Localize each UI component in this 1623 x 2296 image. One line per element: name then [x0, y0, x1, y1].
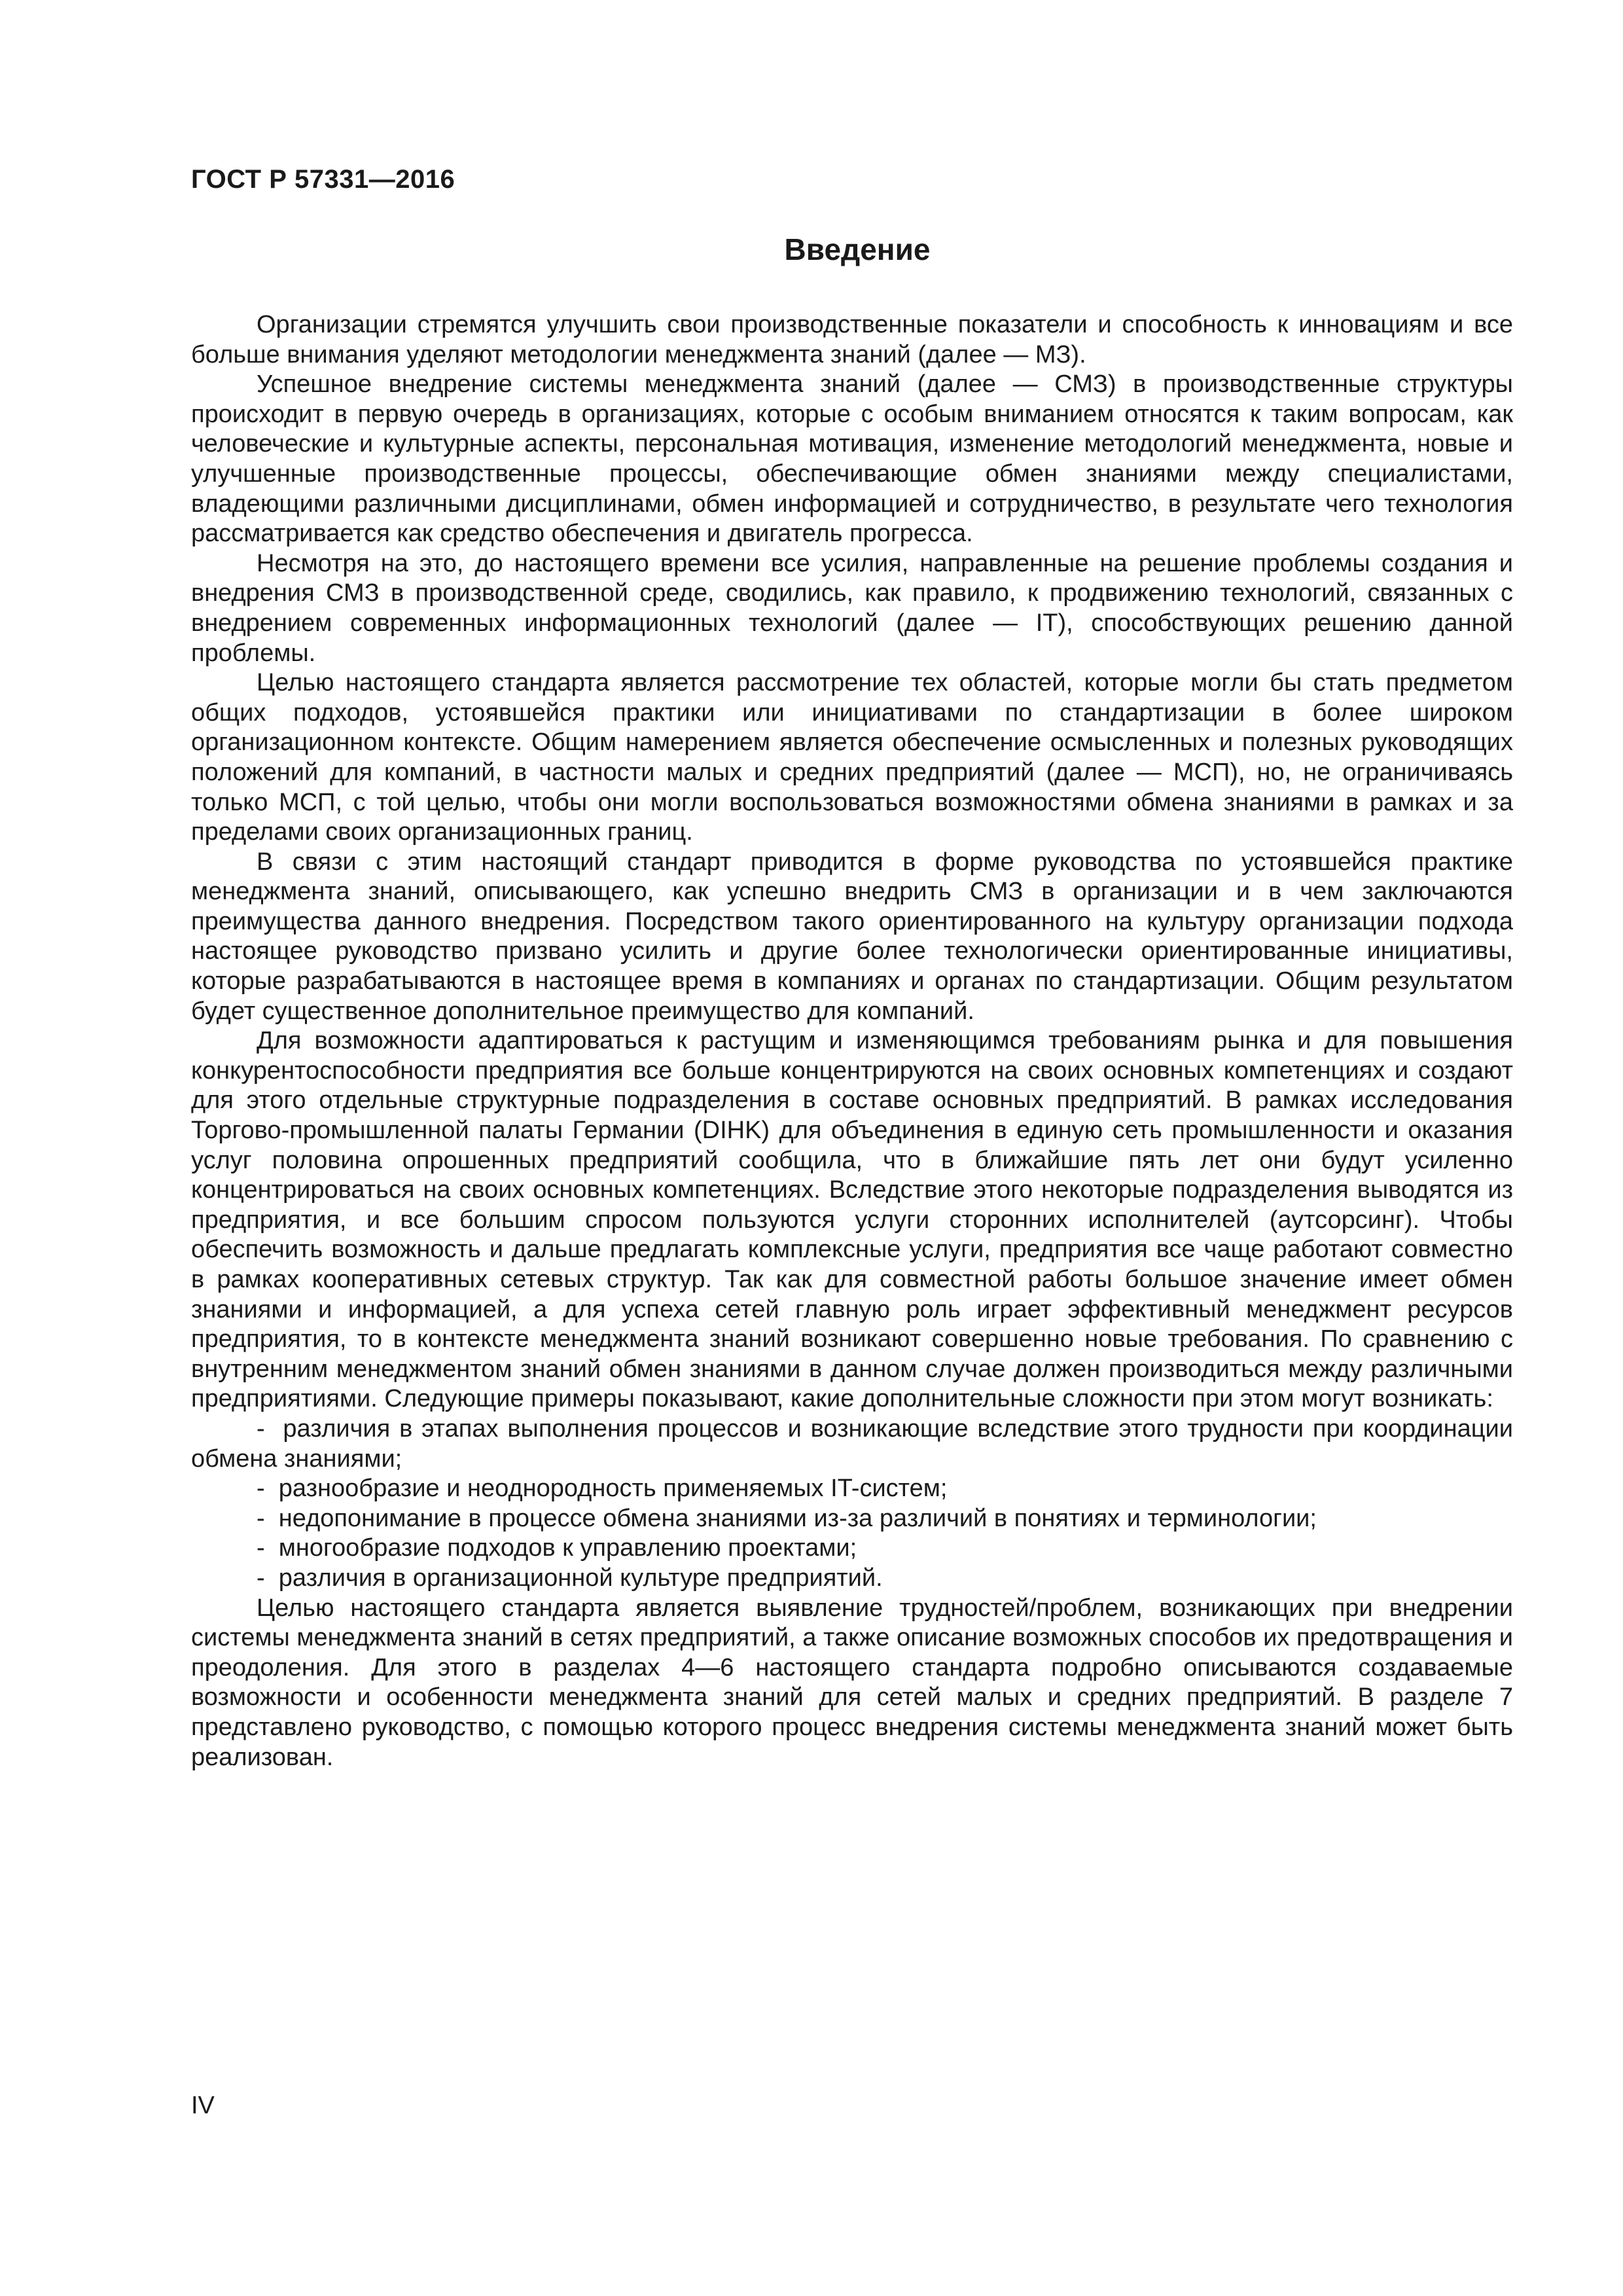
paragraph: Успешное внедрение системы менеджмента знаний (далее — СМЗ) в производственные структуры происходит в первую очередь в организациях, которые с особым вниманием относятся к таким вопросам, как человеческие и культурные аспекты, персональная мотивация, изменение методологий менеджмента, новые и улучшенные производственные процессы, обеспечивающие обмен знаниями между специалистами, владеющими различными дисциплинами, обмен информацией и сотрудничество, в результате чего технология рассматривается как средство обеспечения и двигатель прогресса. [191, 370, 1513, 548]
difficulties-list [191, 1414, 1513, 1594]
list-item-text: недопонимание в процессе обмена знаниями из-за различий в понятиях и терминологии; [278, 1504, 1317, 1532]
paragraph: Целью настоящего стандарта является выявление трудностей/проблем, возникающих при внедрении системы менеджмента знаний в сетях предприятий, а также описание возможных способов их предотвращения и преодоления. Для этого в разделах 4—6 настоящего стандарта подробно описываются создаваемые возможности и особенности менеджмента знаний для сетей малых и средних предприятий. В разделе 7 представлено руководство, с помощью которого процесс внедрения системы менеджмента знаний может быть реализован. [191, 1594, 1513, 1771]
list-marker: - [257, 1534, 265, 1562]
list-marker: - [257, 1475, 265, 1503]
standard-code: ГОСТ Р 57331—2016 [191, 165, 455, 194]
list-marker: - [257, 1564, 265, 1592]
paragraph: Для возможности адаптироваться к растущим и изменяющимся требованиям рынка и для повышения конкурентоспособности предприятия все больше концентрируются на своих основных компетенциях и создают для этого отдельные структурные подразделения в составе основных предприятий. В рамках исследования Торгово-промышленной палаты Германии (DIHK) для объединения в единую сеть промышленности и оказания услуг половина опрошенных предприятий сообщила, что в ближайшие пять лет они будут усиленно концентрироваться на своих основных компетенциях. Вследствие этого некоторые подразделения выводятся из предприятия, и все большим спросом пользуются услуги сторонних исполнителей (аутсорсинг). Чтобы обеспечить возможность и дальше предлагать комплексные услуги, предприятия все чаще работают совместно в рамках кооперативных сетевых структур. Так как для совместной работы большое значение имеет обмен знаниями и информацией, а для успеха сетей главную роль играет эффективный менеджмент ресурсов предприятия, то в контексте менеджмента знаний возникают совершенно новые требования. По сравнению с внутренним менеджментом знаний обмен знаниями в данном случае должен производиться между различными предприятиями. Следующие примеры показывают, какие дополнительные сложности при этом могут возникать: [191, 1027, 1513, 1413]
page-title: Введение [784, 232, 931, 266]
page-number: IV [191, 2092, 215, 2119]
paragraph: Несмотря на это, до настоящего времени все усилия, направленные на решение проблемы создания и внедрения СМЗ в производственной среде, сводились, как правило, к продвижению технологий, связанных с внедрением современных информационных технологий (далее — IT), способствующих решению данной проблемы. [191, 549, 1513, 667]
list-item [191, 1564, 1513, 1594]
introduction-body [191, 310, 1513, 1772]
paragraph: В связи с этим настоящий стандарт приводится в форме руководства по устоявшейся практике менеджмента знаний, описывающего, как успешно внедрить СМЗ в организации и в чем заключаются преимущества данного внедрения. Посредством такого ориентированного на культуру организации подхода настоящее руководство призвано усилить и другие более технологически ориентированные инициативы, которые разрабатываются в настоящее время в компаниях и органах по стандартизации. Общим результатом будет существенное дополнительное преимущество для компаний. [191, 848, 1513, 1025]
list-marker: - [257, 1414, 265, 1443]
paragraph: Целью настоящего стандарта является рассмотрение тех областей, которые могли бы стать предметом общих подходов, устоявшейся практики или инициативами по стандартизации в более широком организационном контексте. Общим намерением является обеспечение осмысленных и полезных руководящих положений для компаний, в частности малых и средних предприятий (далее — МСП), но, не ограничиваясь только МСП, с той целью, чтобы они могли воспользоваться возможностями обмена знаниями в рамках и за пределами своих организационных границ. [191, 669, 1513, 846]
list-item-text: различия в этапах выполнения процессов и возникающие вследствие этого трудности при координации обмена знаниями; [191, 1414, 1513, 1473]
list-item [191, 1414, 1513, 1474]
list-item [191, 1534, 1513, 1564]
list-item [191, 1504, 1513, 1534]
list-item-text: многообразие подходов к управлению проектами; [278, 1534, 857, 1562]
paragraph: Организации стремятся улучшить свои производственные показатели и способность к инновациям и все больше внимания уделяют методологии менеджмента знаний (далее — МЗ). [191, 311, 1513, 368]
list-item-text: различия в организационной культуре предприятий. [278, 1564, 883, 1592]
list-item [191, 1474, 1513, 1504]
list-item-text: разнообразие и неоднородность применяемых IT-систем; [278, 1475, 948, 1503]
list-marker: - [257, 1504, 265, 1532]
